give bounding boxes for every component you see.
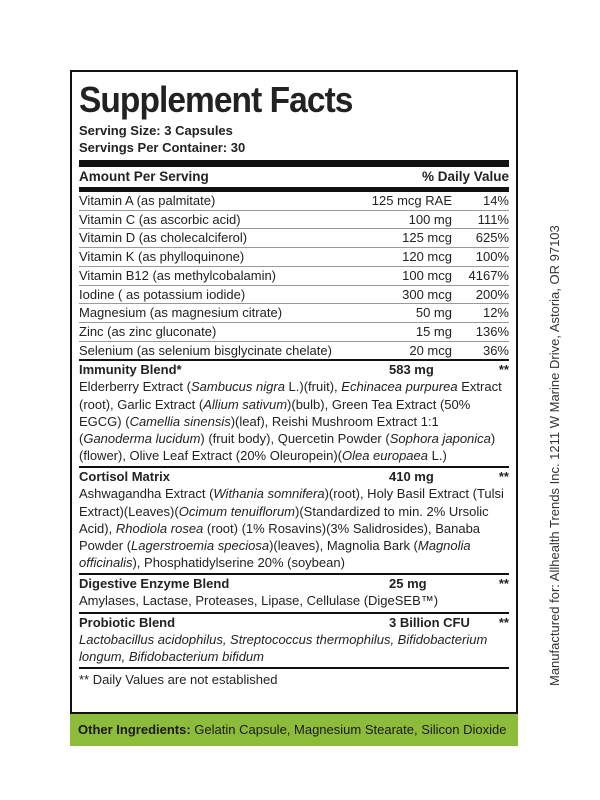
blend-list — [79, 361, 509, 669]
botanical-name: Allium sativum — [203, 396, 288, 412]
nutrient-name: Magnesium (as magnesium citrate) — [79, 305, 283, 321]
ingredient-text: Extract (root), Garlic Extract ( — [79, 379, 502, 412]
vitamin-row — [79, 211, 509, 230]
botanical-name: Sambucus nigra — [190, 379, 285, 395]
blend-header — [79, 614, 509, 631]
botanical-name: Sophora japonica — [389, 430, 491, 446]
blend-header — [79, 468, 509, 485]
ingredient-text: Elderberry Extract ( — [79, 379, 191, 395]
nutrient-name: Zinc (as zinc gluconate) — [79, 323, 217, 339]
botanical-name: Ganoderma lucidum — [83, 430, 201, 446]
blend-name: Immunity Blend* — [79, 362, 182, 378]
nutrient-daily-value: 4167% — [468, 267, 509, 283]
vitamin-row — [79, 229, 509, 248]
serving-size: Serving Size: 3 Capsules — [79, 123, 233, 138]
other-ingredients-text: Gelatin Capsule, Magnesium Stearate, Silicon Dioxide — [190, 722, 507, 737]
nutrient-name: Vitamin C (as ascorbic acid) — [79, 211, 241, 227]
botanical-name: Withania somnifera — [213, 486, 325, 502]
ingredient-text: )(root), Holy Basil Extract (Tulsi Extract)(Leaves)( — [79, 486, 504, 519]
botanical-name: Ocimum tenuiflorum — [178, 503, 296, 519]
blend-amount: 583 mg — [389, 362, 434, 378]
blend-block — [79, 575, 509, 613]
blend-daily-value: ** — [498, 469, 509, 485]
blend-name: Probiotic Blend — [79, 614, 176, 630]
ingredient-text: )(Standardized to min. 2% Ursolic Acid), — [79, 503, 489, 536]
botanical-name: Camellia sinensis — [129, 413, 231, 429]
nutrient-daily-value: 14% — [482, 193, 509, 208]
blend-ingredients — [79, 592, 509, 611]
nutrient-name: Selenium (as selenium bisglycinate chelate) — [79, 342, 332, 358]
nutrient-amount: 50 mg — [415, 305, 452, 321]
blend-ingredients — [79, 485, 509, 573]
supplement-facts-panel — [70, 70, 518, 714]
thick-rule — [79, 160, 509, 167]
botanical-name: Lagerstroemia speciosa — [131, 537, 270, 553]
blend-daily-value: ** — [498, 362, 509, 378]
nutrient-amount: 125 mcg RAE — [371, 193, 452, 208]
vitamin-row — [79, 286, 509, 305]
daily-value-label: % Daily Value — [421, 169, 509, 184]
blend-daily-value: ** — [498, 576, 509, 592]
blend-name: Cortisol Matrix — [79, 469, 171, 485]
ingredient-text: ), Phosphatidylserine 20% (soybean) — [132, 555, 345, 571]
panel-title: Supplement Facts — [79, 79, 353, 120]
daily-value-footnote: ** Daily Values are not established — [79, 671, 278, 687]
ingredient-text: (root) (1% Rosavins)(3% Salidrosides), Banaba Powder ( — [79, 520, 481, 553]
blend-amount: 25 mg — [389, 576, 427, 592]
nutrient-daily-value: 111% — [477, 211, 509, 227]
botanical-name: Rhodiola rosea — [115, 520, 204, 536]
blend-ingredients — [79, 378, 509, 466]
vitamin-row — [79, 267, 509, 286]
nutrient-daily-value: 136% — [475, 323, 509, 339]
other-ingredients-label: Other Ingredients: — [78, 722, 191, 737]
amount-header-row — [79, 167, 509, 187]
nutrient-daily-value: 12% — [482, 305, 509, 321]
blend-ingredients — [79, 631, 509, 667]
ingredient-text: L.) — [428, 448, 447, 464]
nutrient-amount: 100 mcg — [402, 267, 452, 283]
nutrient-daily-value: 100% — [475, 249, 509, 265]
botanical-name: Olea europaea — [341, 448, 428, 464]
ingredient-text: Amylases, Lactase, Proteases, Lipase, Cellulase (DigeSEB™) — [79, 593, 439, 609]
botanical-name: Echinacea purpurea — [341, 379, 458, 395]
nutrient-daily-value: 36% — [482, 342, 509, 358]
nutrient-daily-value: 625% — [475, 230, 509, 246]
botanical-name: Lactobacillus acidophilus, Streptococcus thermophilus, Bifidobacterium longum, Bifidobacterium bifidum — [79, 631, 488, 664]
blend-daily-value: ** — [498, 614, 509, 630]
vitamin-list — [79, 192, 509, 361]
nutrient-amount: 20 mcg — [409, 342, 452, 358]
blend-block — [79, 468, 509, 575]
botanical-name: Magnolia officinalis — [79, 537, 471, 571]
nutrient-name: Vitamin A (as palmitate) — [79, 193, 216, 208]
other-ingredients-bar — [70, 714, 518, 746]
nutrient-amount: 300 mcg — [402, 286, 452, 302]
nutrient-name: Iodine ( as potassium iodide) — [79, 286, 246, 302]
nutrient-amount: 120 mcg — [402, 249, 452, 265]
ingredient-text: )(bulb), Green Tea Extract (50% EGCG) ( — [79, 396, 471, 429]
vitamin-row — [79, 342, 509, 362]
ingredient-text: Ashwagandha Extract ( — [79, 486, 214, 502]
nutrient-daily-value: 200% — [475, 286, 509, 302]
blend-header — [79, 575, 509, 592]
nutrient-amount: 100 mg — [408, 211, 452, 227]
ingredient-text: L.)(fruit), — [284, 379, 342, 395]
ingredient-text: ) (fruit body), Quercetin Powder ( — [200, 430, 390, 446]
servings-per-container: Servings Per Container: 30 — [79, 140, 246, 155]
nutrient-name: Vitamin B12 (as methylcobalamin) — [79, 267, 277, 283]
nutrient-amount: 125 mcg — [402, 230, 452, 246]
blend-header — [79, 361, 509, 378]
vitamin-row — [79, 248, 509, 267]
blend-amount: 3 Billion CFU — [389, 614, 470, 630]
blend-name: Digestive Enzyme Blend — [79, 576, 230, 592]
manufacturer-note: Manufactured for: Allhealth Trends Inc. 1211 W Marine Drive, Astoria, OR 97103 — [547, 225, 562, 686]
vitamin-row — [79, 192, 509, 211]
ingredient-text: )(leaf), Reishi Mushroom Extract 1:1 ( — [79, 413, 439, 446]
blend-block — [79, 614, 509, 669]
amount-per-serving-label: Amount Per Serving — [79, 169, 209, 184]
vitamin-row — [79, 304, 509, 323]
nutrient-amount: 15 mg — [415, 323, 452, 339]
ingredient-text: )(flower), Olive Leaf Extract (20% Oleuropein)( — [79, 430, 496, 464]
blend-block — [79, 361, 509, 468]
nutrient-name: Vitamin K (as phylloquinone) — [79, 249, 245, 265]
blend-amount: 410 mg — [389, 469, 434, 485]
vitamin-row — [79, 323, 509, 342]
ingredient-text: )(leaves), Magnolia Bark ( — [269, 537, 418, 553]
nutrient-name: Vitamin D (as cholecalciferol) — [79, 230, 248, 246]
